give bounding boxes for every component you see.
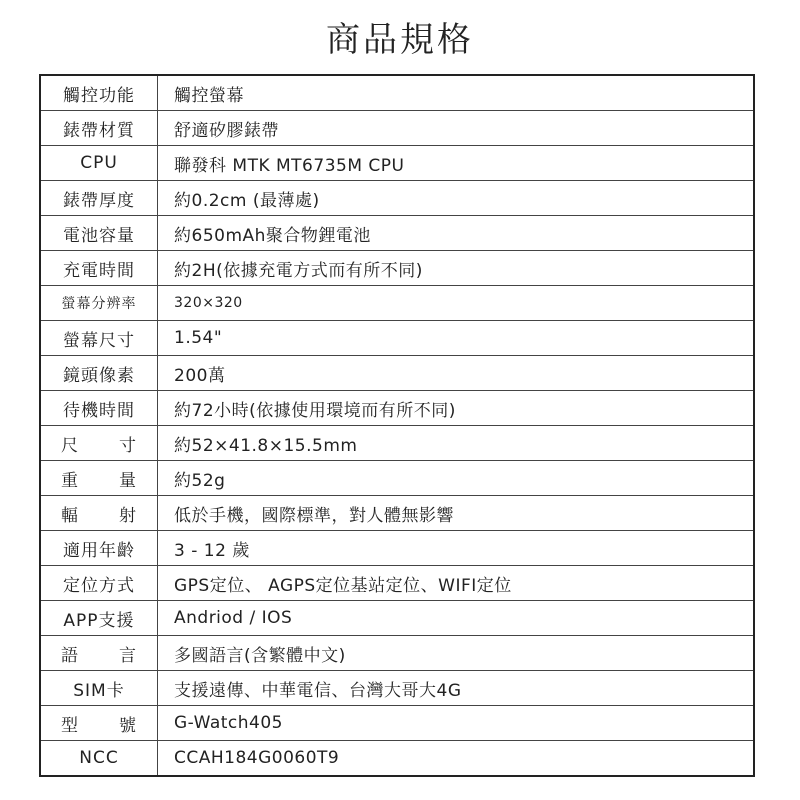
spec-value: 聯發科 MTK MT6735M CPU — [158, 146, 755, 181]
spec-value: 約72小時(依據使用環境而有所不同) — [158, 391, 755, 426]
spec-label-char: 語 — [61, 645, 79, 666]
spec-value: CCAH184G0060T9 — [158, 741, 755, 777]
table-row — [40, 601, 754, 636]
spec-value: G-Watch405 — [158, 706, 755, 741]
table-row — [40, 741, 754, 777]
spec-label: 錶帶厚度 — [40, 181, 158, 216]
spec-value: 1.54" — [158, 321, 755, 356]
spec-label: 適用年齡 — [40, 531, 158, 566]
spec-label-char: 言 — [119, 645, 137, 666]
spec-value: 320×320 — [158, 286, 755, 321]
spec-value: 舒適矽膠錶帶 — [158, 111, 755, 146]
table-row — [40, 496, 754, 531]
spec-label: 螢幕分辨率 — [40, 286, 158, 321]
spec-label: 充電時間 — [40, 251, 158, 286]
spec-label: 待機時間 — [40, 391, 158, 426]
spec-value: 多國語言(含繁體中文) — [158, 636, 755, 671]
table-row — [40, 636, 754, 671]
spec-value: 約0.2cm (最薄處) — [158, 181, 755, 216]
page-title: 商品規格 — [326, 20, 474, 60]
spec-value: 支援遠傳、中華電信、台灣大哥大4G — [158, 671, 755, 706]
table-row — [40, 111, 754, 146]
table-row — [40, 461, 754, 496]
spec-value: 約650mAh聚合物鋰電池 — [158, 216, 755, 251]
table-row — [40, 531, 754, 566]
spec-label: NCC — [40, 741, 158, 777]
spec-label: SIM卡 — [40, 671, 158, 706]
spec-label — [40, 706, 158, 741]
table-row — [40, 251, 754, 286]
table-row — [40, 321, 754, 356]
spec-label: 定位方式 — [40, 566, 158, 601]
spec-label-char: 尺 — [61, 435, 79, 456]
spec-value: 200萬 — [158, 356, 755, 391]
table-row — [40, 146, 754, 181]
table-row — [40, 426, 754, 461]
spec-label-char: 量 — [119, 470, 137, 491]
spec-label — [40, 426, 158, 461]
spec-value: 約52g — [158, 461, 755, 496]
spec-value: 約2H(依據充電方式而有所不同) — [158, 251, 755, 286]
spec-label-char: 寸 — [119, 435, 137, 456]
spec-value: 觸控螢幕 — [158, 75, 755, 111]
table-row — [40, 706, 754, 741]
spec-label: CPU — [40, 146, 158, 181]
table-row — [40, 356, 754, 391]
table-row — [40, 391, 754, 426]
spec-value: 3 - 12 歲 — [158, 531, 755, 566]
spec-value: 低於手機，國際標準，對人體無影響 — [158, 496, 755, 531]
spec-label: 螢幕尺寸 — [40, 321, 158, 356]
spec-value: GPS定位、 AGPS定位基站定位、WIFI定位 — [158, 566, 755, 601]
spec-label-char: 型 — [61, 715, 79, 736]
spec-label — [40, 636, 158, 671]
spec-value: Andriod / IOS — [158, 601, 755, 636]
spec-label: 鏡頭像素 — [40, 356, 158, 391]
spec-label: 觸控功能 — [40, 75, 158, 111]
spec-value: 約52×41.8×15.5mm — [158, 426, 755, 461]
spec-label-char: 號 — [119, 715, 137, 736]
table-row — [40, 671, 754, 706]
spec-label: 錶帶材質 — [40, 111, 158, 146]
spec-label: 電池容量 — [40, 216, 158, 251]
table-row — [40, 216, 754, 251]
spec-label-char: 輻 — [61, 505, 79, 526]
table-row — [40, 566, 754, 601]
spec-label: APP支援 — [40, 601, 158, 636]
spec-label — [40, 496, 158, 531]
spec-table — [39, 74, 755, 777]
table-row — [40, 286, 754, 321]
spec-label-char: 重 — [61, 470, 79, 491]
table-row — [40, 181, 754, 216]
spec-label-char: 射 — [119, 505, 137, 526]
table-row — [40, 75, 754, 111]
spec-label — [40, 461, 158, 496]
